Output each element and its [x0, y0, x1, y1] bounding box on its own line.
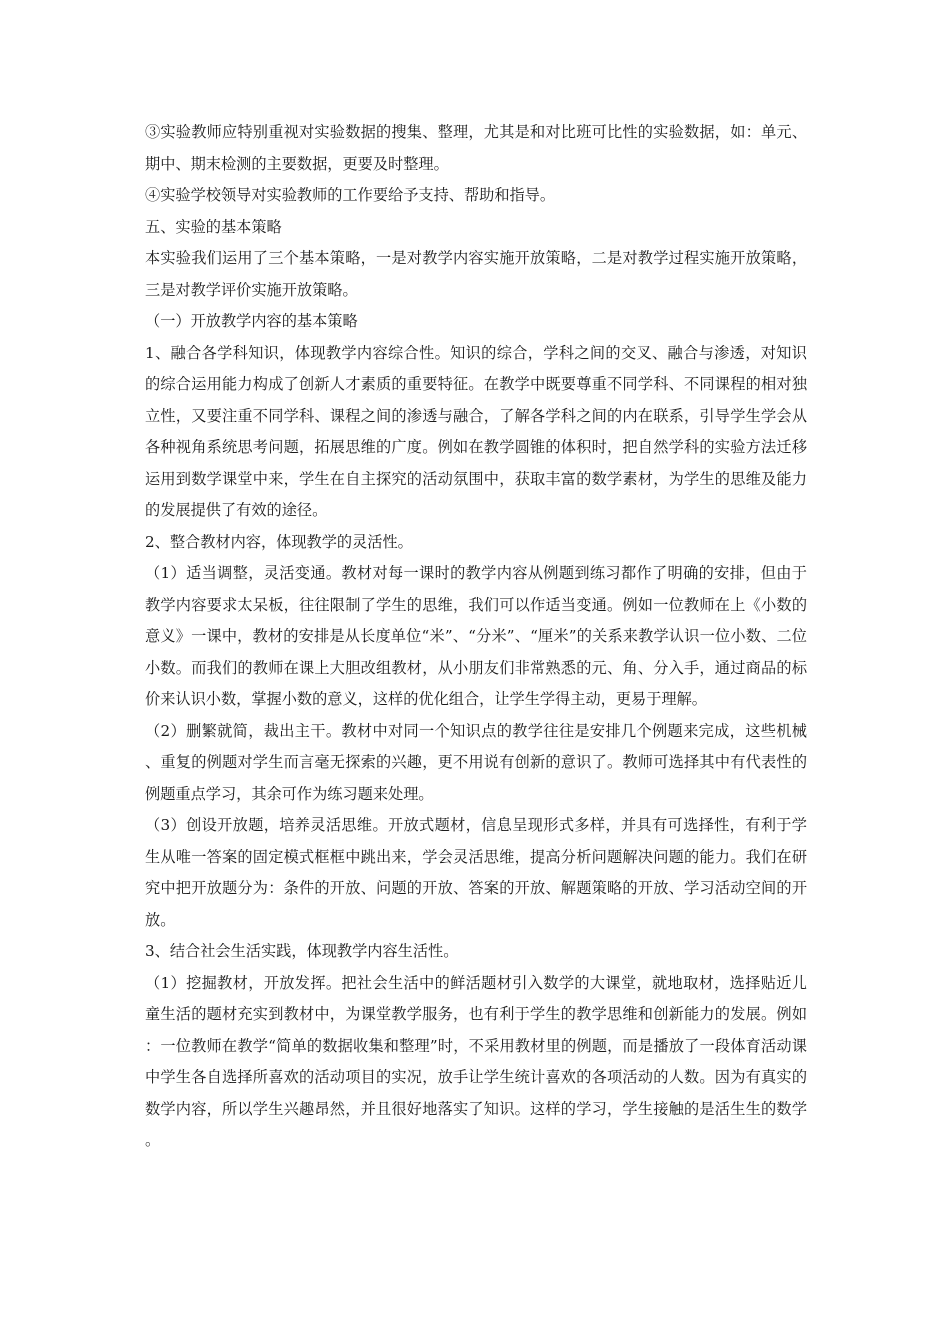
- point-3-1-paragraph: （1）挖掘教材，开放发挥。把社会生活中的鲜活题材引入数学的大课堂，就地取材，选择贴近儿童生活的题材充实到教材中，为课堂教学服务，也有利于学生的教学思维和创新能力的发展。例如：一位教师在教学“简单的数据收集和整理”时，不采用教材里的例题，而是播放了一段体育活动课中学生各自选择所喜欢的活动项目的实况，放手让学生统计喜欢的各项活动的人数。因为有真实的数学内容，所以学生兴趣昂然，并且很好地落实了知识。这样的学习，学生接触的是活生生的数学。: [145, 973, 807, 1149]
- strategy-intro-paragraph: 本实验我们运用了三个基本策略，一是对教学内容实施开放策略，二是对教学过程实施开放策略，三是对教学评价实施开放策略。: [145, 249, 807, 299]
- item-4-paragraph: ④实验学校领导对实验教师的工作要给予支持、帮助和指导。: [145, 186, 556, 204]
- point-1-paragraph: 1、融合各学科知识，体现教学内容综合性。知识的综合，学科之间的交叉、融合与渗透，对知识的综合运用能力构成了创新人才素质的重要特征。在教学中既要尊重不同学科、不同课程的相对独立性，又要注重不同学科、课程之间的渗透与融合，了解各学科之间的内在联系，引导学生学会从各种视角系统思考问题，拓展思维的广度。例如在教学圆锥的体积时，把自然学科的实验方法迁移运用到数学课堂中来，学生在自主探究的活动氛围中，获取丰富的数学素材，为学生的思维及能力的发展提供了有效的途径。: [145, 343, 807, 519]
- subsection-1-heading: （一）开放教学内容的基本策略: [145, 312, 358, 330]
- item-3-paragraph: ③实验教师应特别重视对实验数据的搜集、整理，尤其是和对比班可比性的实验数据，如：单元、期中、期末检测的主要数据，更要及时整理。: [145, 123, 807, 173]
- point-2-1-paragraph: （1）适当调整，灵活变通。教材对每一课时的教学内容从例题到练习都作了明确的安排，但由于教学内容要求太呆板，往往限制了学生的思维，我们可以作适当变通。例如一位教师在上《小数的意义》一课中，教材的安排是从长度单位“米”、“分米”、“厘米”的关系来教学认识一位小数、二位小数。而我们的教师在课上大胆改组教材，从小朋友们非常熟悉的元、角、分入手，通过商品的标价来认识小数，掌握小数的意义，这样的优化组合，让学生学得主动，更易于理解。: [145, 564, 807, 708]
- point-3-heading: 3、结合社会生活实践，体现教学内容生活性。: [145, 942, 459, 960]
- document-page: [145, 117, 807, 1157]
- point-2-3-paragraph: （3）创设开放题，培养灵活思维。开放式题材，信息呈现形式多样，并具有可选择性，有利于学生从唯一答案的固定模式框框中跳出来，学会灵活思维，提高分析问题解决问题的能力。我们在研究中把开放题分为：条件的开放、问题的开放、答案的开放、解题策略的开放、学习活动空间的开放。: [145, 816, 807, 929]
- point-2-2-paragraph: （2）删繁就简，裁出主干。教材中对同一个知识点的教学往往是安排几个例题来完成，这些机械、重复的例题对学生而言毫无探索的兴趣，更不用说有创新的意识了。教师可选择其中有代表性的例题重点学习，其余可作为练习题来处理。: [145, 721, 807, 803]
- point-2-heading: 2、整合教材内容，体现教学的灵活性。: [145, 532, 413, 551]
- section-5-heading: 五、实验的基本策略: [145, 217, 282, 236]
